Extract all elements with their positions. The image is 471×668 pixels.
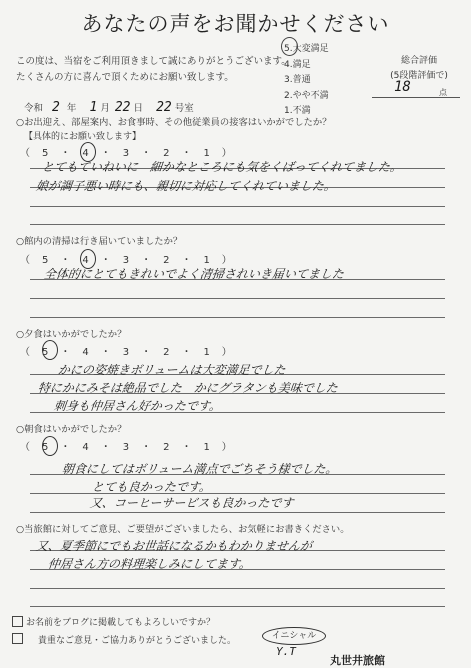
comment-line — [30, 206, 445, 207]
comment-cleaning-1[interactable]: 全体的にとてもきれいでよく清掃されいき届いてました — [43, 267, 345, 281]
question-feedback: ○当旅館に対してご意見、ご要望がございましたら、お気軽にお書きください。 — [16, 524, 350, 535]
scale-item-5: 5.大変満足 — [284, 44, 329, 54]
question-cleaning: ○館内の清掃は行き届いていましたか？ — [16, 236, 183, 247]
blog-consent-checkbox[interactable] — [12, 616, 23, 627]
score-unit: 点 — [439, 88, 447, 97]
comment-dinner-3[interactable]: 刺身も仲居さん好かったです。 — [53, 399, 222, 413]
question-dinner: ○夕食はいかがでしたか？ — [16, 329, 127, 340]
rating-dinner-selection — [42, 340, 58, 360]
visit-day[interactable]: 22 — [114, 100, 131, 115]
visit-month[interactable]: 1 — [89, 100, 98, 115]
comment-dinner-1[interactable]: かにの姿焼きボリュームは大変満足でした — [57, 363, 287, 377]
scale-item-1: 1.不満 — [284, 106, 311, 116]
comment-service-2[interactable]: 娘が調子悪い時にも、親切に対応してくれていました。 — [35, 179, 337, 193]
scale-item-3: 3.普通 — [284, 75, 311, 85]
room-unit: 号室 — [174, 103, 194, 114]
overall-rating — [376, 54, 462, 84]
comment-line — [30, 512, 445, 513]
visit-date-row — [24, 100, 194, 115]
initial-label: イニシャル — [262, 627, 326, 645]
comment-breakfast-1[interactable]: 朝食にしてはボリューム満点でごちそう様でした。 — [61, 462, 339, 476]
rating-scale-legend — [284, 42, 329, 120]
visit-year[interactable]: 2 — [52, 100, 60, 115]
comment-breakfast-2[interactable]: とても良かったです。 — [91, 480, 212, 494]
comment-line — [30, 317, 445, 318]
comment-line — [30, 588, 445, 589]
scale-item-2: 2.やや不満 — [284, 90, 329, 101]
detail-note: 【具体的にお願い致します】 — [24, 132, 142, 142]
form-title: あなたの声をお聞かせください — [81, 12, 390, 36]
scale-item-4: 4.満足 — [284, 59, 311, 70]
rating-breakfast[interactable]: （ 5 ・ 4 ・ 3 ・ 2 ・ 1 ） — [20, 442, 233, 453]
rating-cleaning[interactable]: （ 5 ・ 4 ・ 3 ・ 2 ・ 1 ） — [20, 255, 233, 266]
comment-line — [30, 298, 445, 299]
rating-breakfast-selection — [42, 436, 58, 456]
blog-question: お名前をブログに掲載してもよろしいですか？ — [26, 618, 216, 628]
footer-checkbox[interactable] — [12, 633, 23, 644]
comment-breakfast-3[interactable]: 又、コーヒーサービスも良かったです — [89, 496, 295, 510]
question-service: ○お出迎え、部屋案内、お食事時、その他従業員の接客はいかがでしたか？ — [16, 117, 332, 128]
comment-feedback-2[interactable]: 仲居さん方の料理楽しみにしてます。 — [47, 557, 252, 571]
comment-line — [30, 224, 445, 225]
comment-service-1[interactable]: とてもていねいに 細かなところにも気をくばってくれてました。 — [41, 160, 403, 174]
overall-sub: (5段階評価で) — [390, 71, 448, 81]
thanks-text: 貴重なご意見・ご協力ありがとうございました。 — [38, 636, 237, 646]
scale-selection-circle — [281, 37, 298, 56]
day-unit: 日 — [133, 103, 144, 114]
overall-label: 総合評価 — [400, 56, 437, 66]
intro-text — [16, 54, 291, 86]
rating-dinner[interactable]: （ 5 ・ 4 ・ 3 ・ 2 ・ 1 ） — [20, 347, 233, 358]
room-number[interactable]: 22 — [156, 100, 172, 115]
month-unit: 月 — [100, 103, 110, 114]
question-breakfast: ○朝食はいかがでしたか？ — [16, 424, 127, 435]
intro-line-2: たくさんの方に喜んで頂くためにお願い致します。 — [16, 72, 234, 83]
rating-service[interactable]: （ 5 ・ 4 ・ 3 ・ 2 ・ 1 ） — [20, 148, 233, 159]
intro-line-1: この度は、当宿をご利用頂きまして誠にありがとうございます。 — [16, 56, 291, 67]
era-label: 令和 — [24, 103, 44, 114]
comment-feedback-1[interactable]: 又、夏季節にでもお世話になるかもわかりませんが — [35, 539, 313, 553]
overall-score[interactable]: 18 — [394, 79, 411, 95]
comment-line — [30, 606, 445, 607]
year-unit: 年 — [66, 103, 77, 114]
comment-dinner-2[interactable]: 特にかにみそは絶品でした かにグラタンも美味でした — [37, 381, 339, 395]
initial-value[interactable]: Y.T — [276, 645, 296, 658]
inn-name: 丸世井旅館 — [330, 654, 385, 667]
